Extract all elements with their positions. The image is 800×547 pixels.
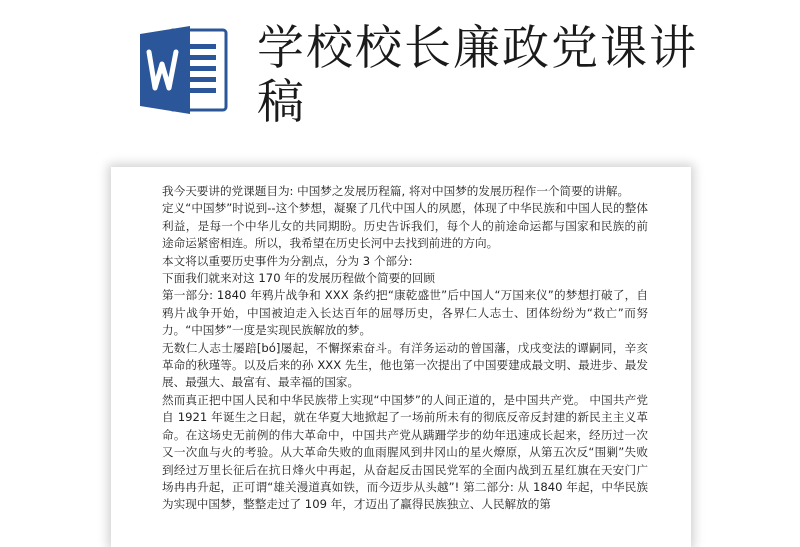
document-title: 学校校长廉政党课讲稿 xyxy=(257,21,698,130)
document-body xyxy=(162,183,648,514)
paragraph: 然而真正把中国人民和中华民族带上实现“中国梦”的人间正道的，是中国共产党。 中国共产党自 1921 年诞生之日起，就在华夏大地掀起了一场前所未有的彻底反帝反封建的新民主主义革命。在这场史无前例的伟大革命中，中国共产党从蹒跚学步的幼年迅速成长起来，经历过一次又一次血与火的考验。从大革命失败的血雨腥风到井冈山的星火燎原，从第五次反“围剿”失败到经过万里长征后在抗日烽火中再起，从奋起反击国民党军的全面内战到五星红旗在天安门广场冉冉升起，正可谓“雄关漫道真如铁，而今迈步从头越”! 第二部分: 从 1840 年起，中华民族为实现中国梦，整整走过了 109 年，才迈出了赢得民族独立、人民解放的第 xyxy=(162,392,648,512)
paragraph: 第一部分: 1840 年鸦片战争和 XXX 条约把“康乾盛世”后中国人“万国来仪”的梦想打破了，自鸦片战争开始，中国被迫走入长达百年的屈辱历史，各界仁人志士、团体纷纷为“救亡”而努力。“中国梦”一度是实现民族解放的梦。 xyxy=(162,288,648,338)
paragraph: 无数仁人志士屡踣[bó]屡起，不懈探索奋斗。有洋务运动的曾国藩，戊戌变法的谭嗣同，辛亥革命的秋瑾等。以及后来的孙 XXX 先生，他也第一次提出了中国要建成最文明、最进步、最发展、最强大、最富有、最幸福的国家。 xyxy=(162,340,648,390)
header xyxy=(0,0,800,160)
paragraph: 下面我们就来对这 170 年的发展历程做个简要的回顾 xyxy=(162,271,435,286)
paragraph: 定义“中国梦”时说到--这个梦想，凝聚了几代中国人的夙愿，体现了中华民族和中国人民的整体利益，是每一个中华儿女的共同期盼。历史告诉我们，每个人的前途命运都与国家和民族的前途命运紧密相连。所以，我希望在历史长河中去找到前进的方向。 xyxy=(162,201,648,251)
paragraph: 我今天要讲的党课题目为: 中国梦之发展历程篇, 将对中国梦的发展历程作一个简要的讲解。 xyxy=(162,184,630,198)
word-icon xyxy=(140,22,228,118)
paragraph: 本文将以重要历史事件为分割点，分为 3 个部分: xyxy=(162,253,413,268)
